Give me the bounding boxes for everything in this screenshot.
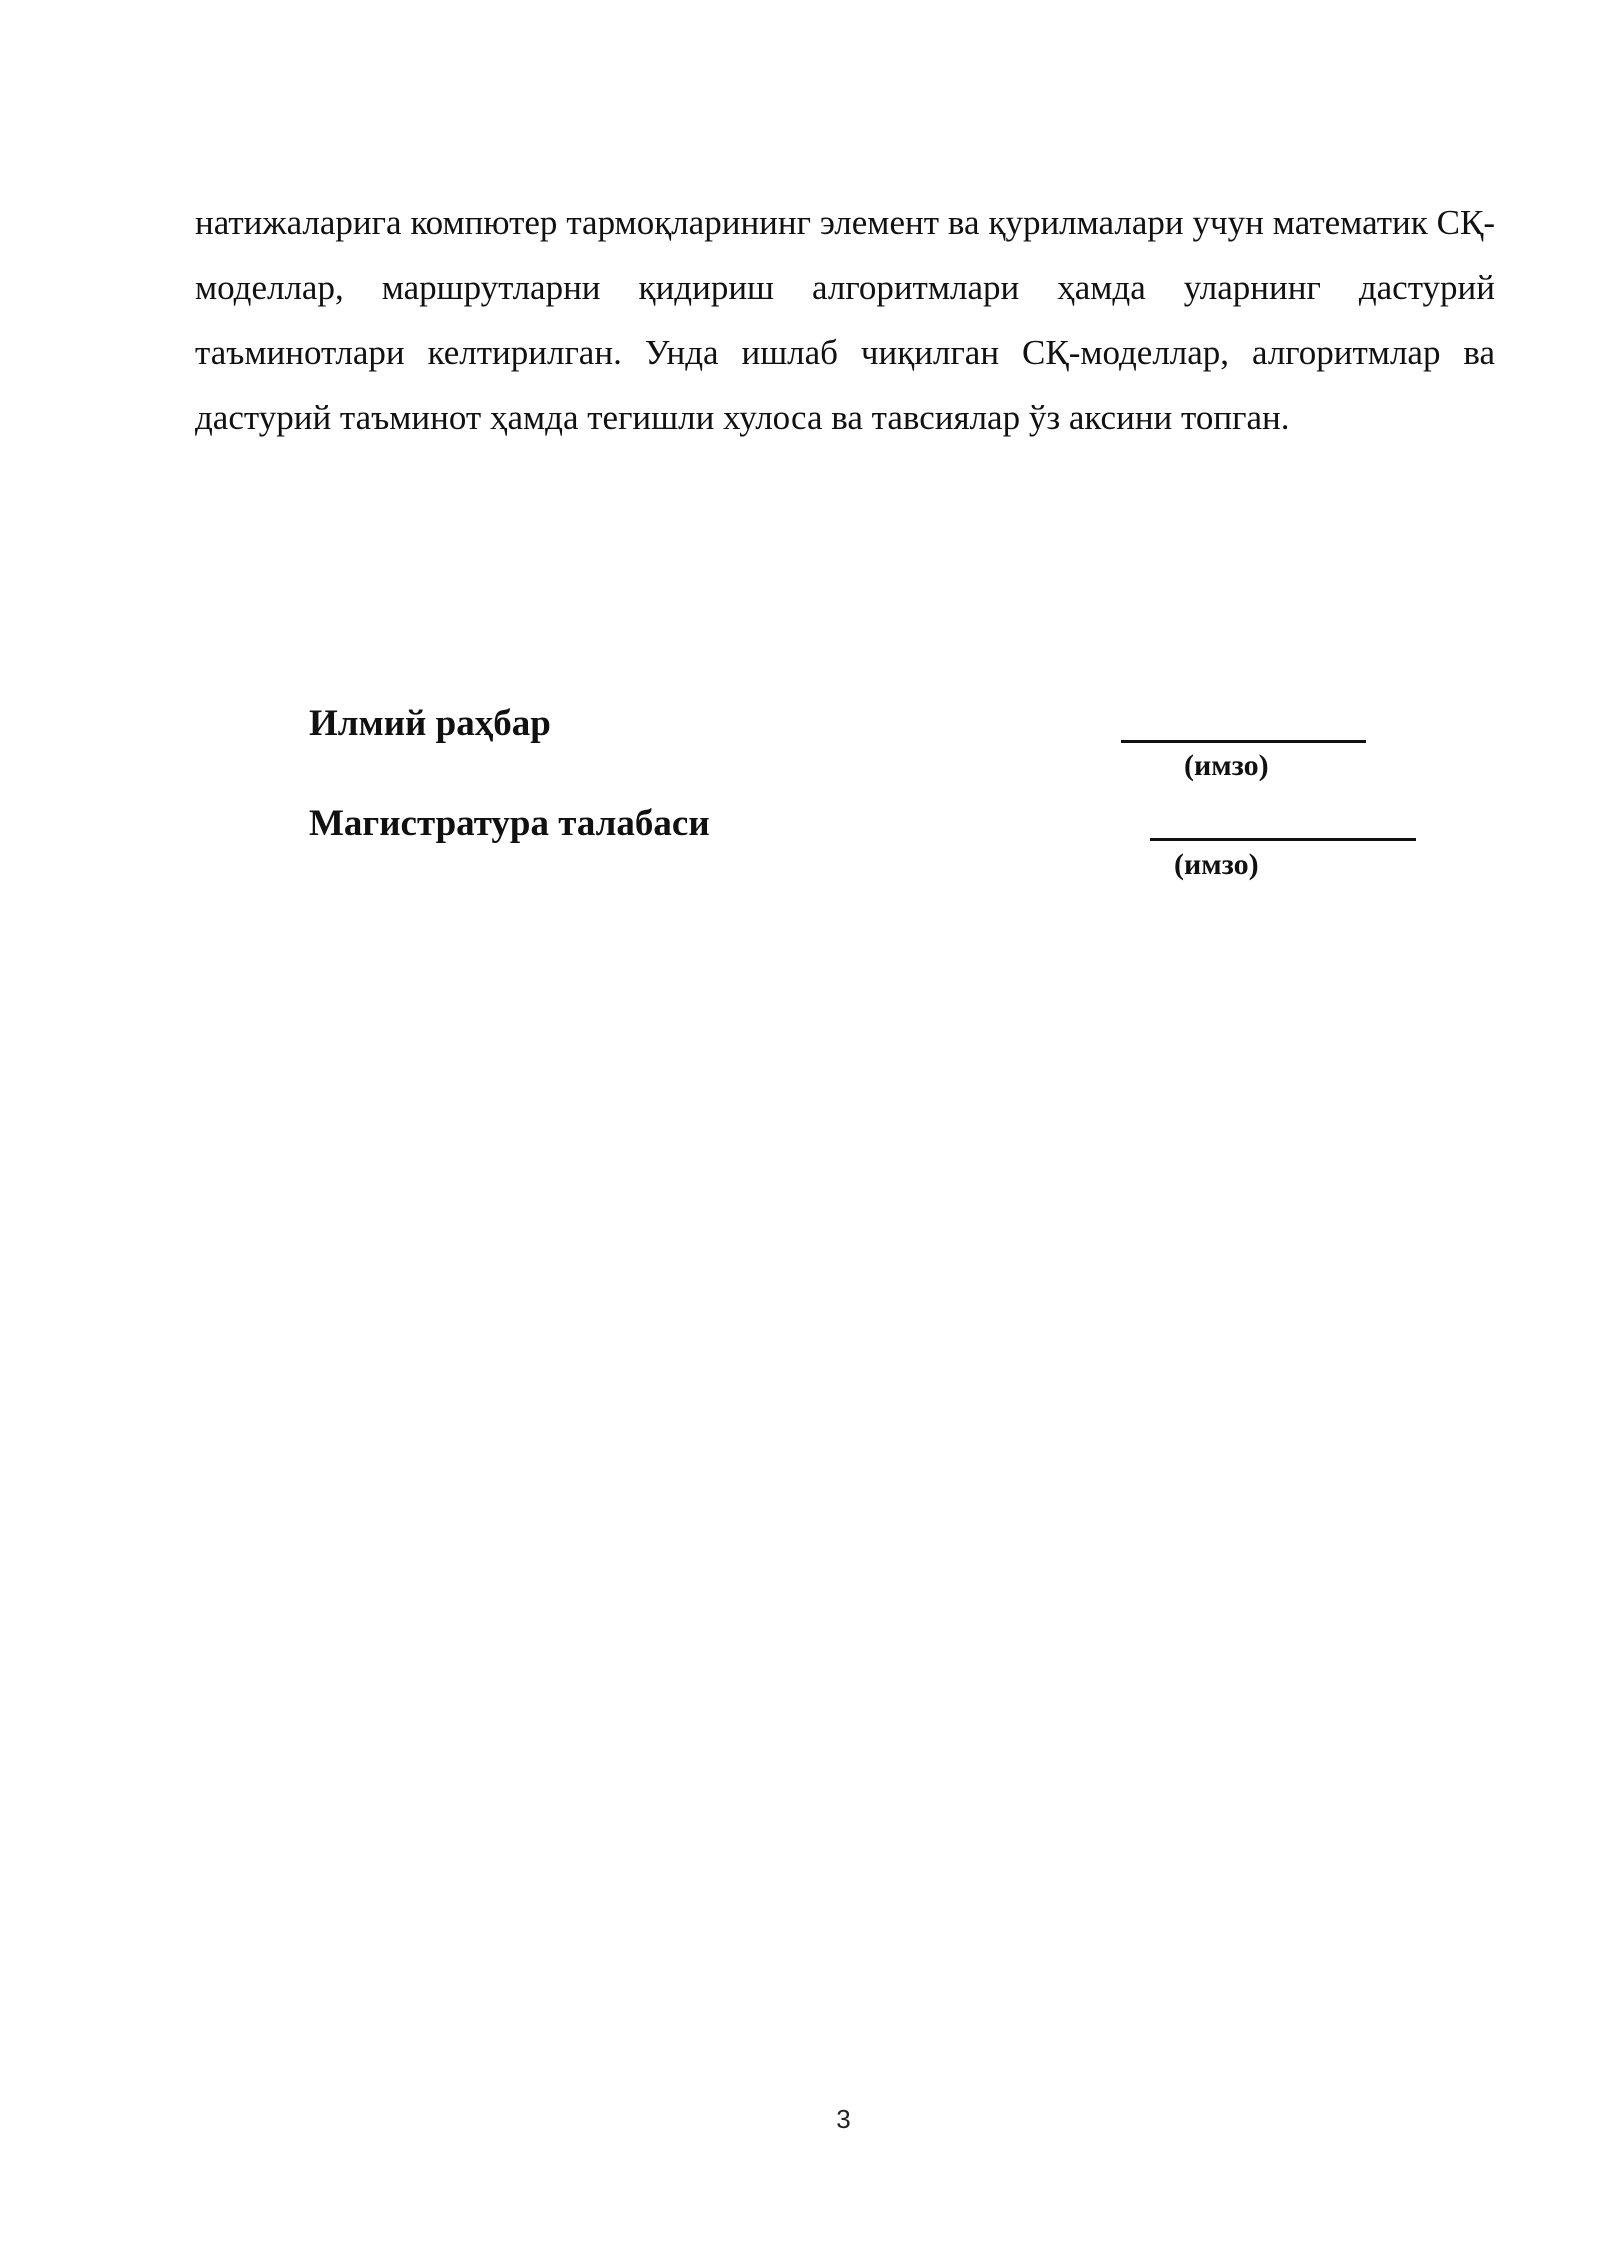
student-signature-line <box>1150 838 1416 841</box>
student-label: Магистратура талабаси <box>309 803 710 844</box>
supervisor-label: Илмий раҳбар <box>309 703 551 744</box>
student-signature-caption: (имзо) <box>1174 848 1259 881</box>
page-number: 3 <box>836 2104 851 2134</box>
supervisor-signature-caption: (имзо) <box>1184 749 1269 782</box>
supervisor-signature-line <box>1121 740 1366 743</box>
body-paragraph: натижаларига компютер тармоқларининг элемент ва қурилмалари учун математик СҚ-моделлар, маршрутларни қидириш алгоритмлари ҳамда уларнинг дастурий таъминотлари келтирилган. Унда ишлаб чиқилган СҚ-моделлар, алгоритмлар ва дастурий таъминот ҳамда тегишли хулоса ва тавсиялар ўз аксини топган. <box>195 203 1495 437</box>
